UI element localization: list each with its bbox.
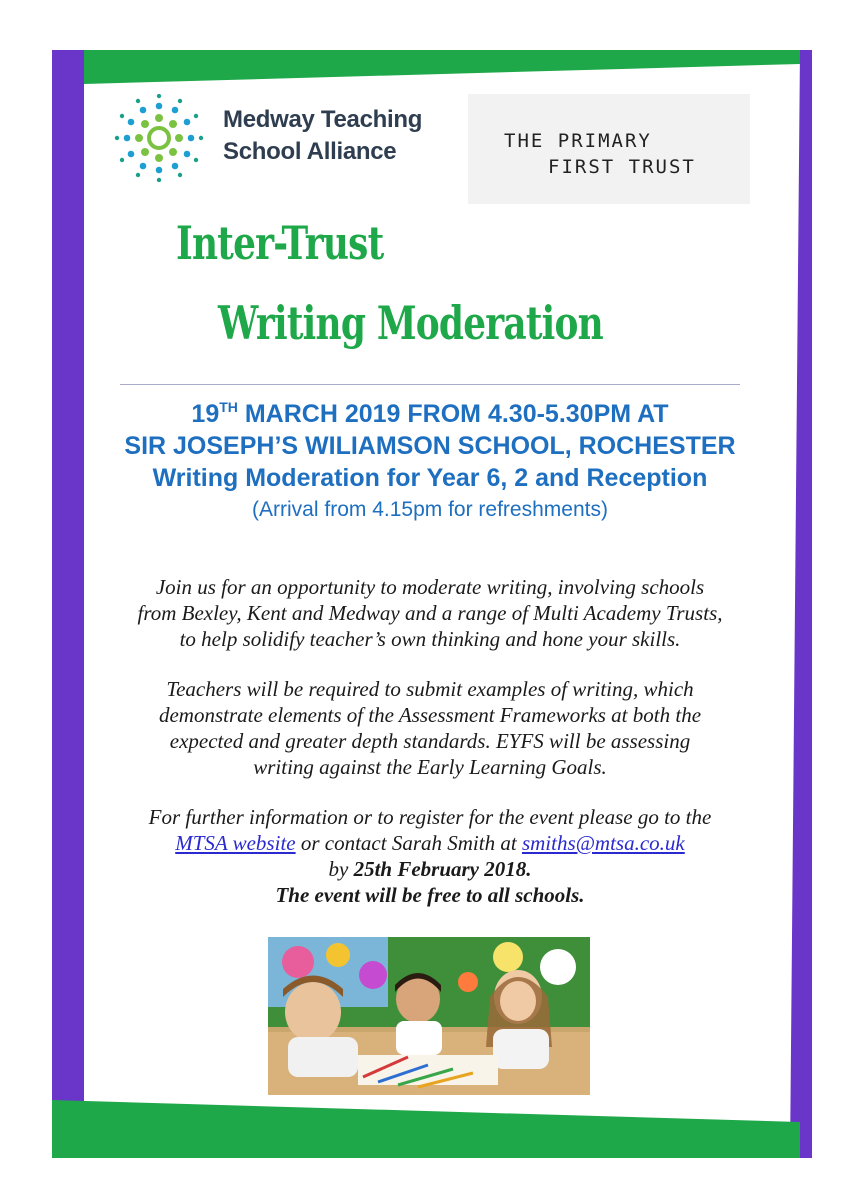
title-line1: Inter-Trust: [176, 216, 384, 270]
top-green-band: [84, 50, 800, 84]
title-line2: Writing Moderation: [218, 296, 603, 350]
mtsa-name: [223, 104, 422, 168]
paragraph-line: Join us for an opportunity to moderate writing, involving schools: [155, 575, 705, 599]
pft-name-line2: FIRST TRUST: [548, 156, 696, 178]
pft-name: [504, 128, 696, 180]
event-venue: SIR JOSEPH’S WILIAMSON SCHOOL, ROCHESTER: [124, 432, 736, 460]
deadline-prefix: by: [328, 857, 354, 881]
event-date-day: 19: [191, 400, 220, 428]
bottom-green-band: [52, 1100, 800, 1158]
paragraph-register: [70, 804, 790, 908]
mtsa-dots-icon: [114, 94, 204, 182]
paragraph-line: For further information or to register for the event please go to the: [148, 805, 712, 829]
children-writing-photo: [268, 937, 590, 1095]
paragraph-line: demonstrate elements of the Assessment Frameworks at both the: [158, 703, 702, 727]
body-text: [70, 574, 790, 932]
event-arrival: (Arrival from 4.15pm for refreshments): [252, 498, 608, 521]
paragraph-requirements: [70, 676, 790, 780]
contact-text: or contact Sarah Smith at: [295, 831, 522, 855]
email-link[interactable]: smiths@mtsa.co.uk: [521, 831, 685, 855]
divider: [120, 384, 740, 385]
paragraph-line: expected and greater depth standards. EYFS will be assessing: [169, 729, 691, 753]
event-subtitle: Writing Moderation for Year 6, 2 and Reception: [152, 464, 708, 492]
deadline-date: 25th February 2018: [353, 857, 527, 881]
event-details: [90, 398, 770, 524]
mtsa-logo: [114, 94, 444, 182]
event-date-rest: MARCH 2019 FROM 4.30-5.30PM AT: [237, 400, 669, 428]
paragraph-line: Teachers will be required to submit examples of writing, which: [166, 677, 694, 701]
deadline-dot: .: [526, 857, 532, 881]
primary-first-trust-logo: [468, 94, 750, 204]
paragraph-intro: [70, 574, 790, 652]
paragraph-line: writing against the Early Learning Goals.: [253, 755, 607, 779]
paragraph-line: from Bexley, Kent and Medway and a range of Multi Academy Trusts,: [137, 601, 723, 625]
mtsa-name-line1: Medway Teaching: [223, 106, 423, 133]
right-purple-stripe: [790, 50, 812, 1158]
mtsa-website-link[interactable]: MTSA website: [175, 831, 296, 855]
mtsa-name-line2: School Alliance: [223, 138, 397, 165]
children-writing-illustration: [268, 937, 590, 1095]
event-date-suffix: TH: [219, 399, 238, 415]
pft-name-line1: THE PRIMARY: [504, 130, 652, 152]
free-event-notice: The event will be free to all schools.: [275, 883, 585, 907]
paragraph-line: to help solidify teacher’s own thinking and hone your skills.: [179, 627, 681, 651]
event-date: [90, 398, 770, 430]
